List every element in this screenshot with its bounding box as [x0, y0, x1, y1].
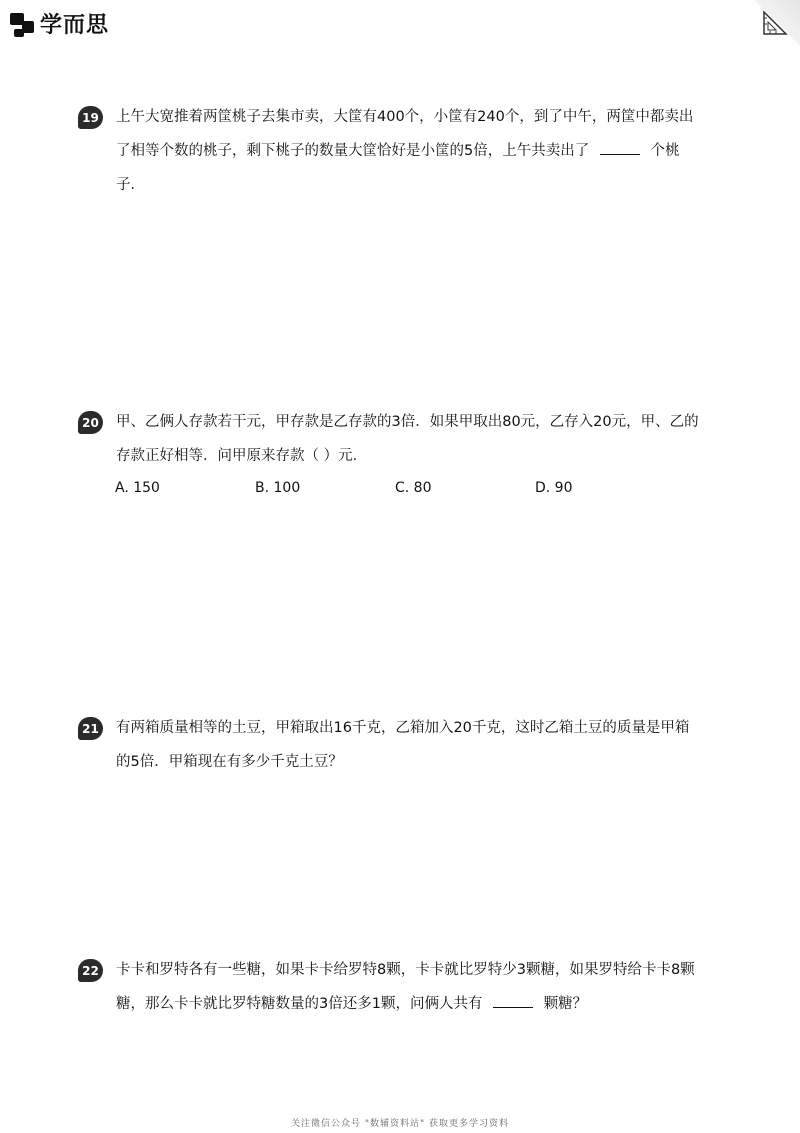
footer-note: 关注微信公众号 "数辅资料站" 获取更多学习资料 — [290, 1119, 509, 1129]
ruler-triangle-icon — [760, 8, 790, 38]
question-20 — [80, 405, 730, 473]
question-text-line: 上午大宽推着两筐桃子去集市卖，大筐有400个，小筐有240个，到了中午，两筐中都卖出 — [116, 109, 694, 125]
question-number-badge: 19 — [78, 106, 103, 129]
option-a[interactable]: A. 150 — [115, 480, 160, 496]
answer-options — [115, 480, 675, 496]
question-text-line: 有两箱质量相等的土豆，甲箱取出16千克，乙箱加入20千克，这时乙箱土豆的质量是甲箱 — [116, 720, 690, 736]
question-number-badge: 20 — [78, 411, 103, 434]
question-text-line: 存款正好相等．问甲原来存款（ ）元． — [116, 448, 368, 464]
option-c[interactable]: C. 80 — [395, 480, 432, 496]
question-21 — [80, 711, 730, 779]
answer-blank[interactable] — [493, 993, 533, 1008]
question-text-line: 卡卡和罗特各有一些糖，如果卡卡给罗特8颗，卡卡就比罗特少3颗糖，如果罗特给卡卡8颗 — [116, 962, 695, 978]
question-19 — [80, 100, 730, 202]
question-text-fragment: 个桃 — [650, 143, 680, 159]
brand-logo — [8, 8, 109, 39]
question-text-line: 子． — [116, 177, 145, 193]
logo-text: 学而思 — [40, 13, 110, 38]
question-text-line: 的5倍．甲箱现在有多少千克土豆？ — [116, 754, 343, 770]
question-number-badge: 21 — [78, 717, 103, 740]
option-d[interactable]: D. 90 — [535, 480, 573, 496]
question-text-line: 甲、乙俩人存款若干元，甲存款是乙存款的3倍．如果甲取出80元，乙存入20元，甲、乙的 — [116, 414, 699, 430]
question-number-badge: 22 — [78, 959, 103, 982]
option-b[interactable]: B. 100 — [255, 480, 301, 496]
question-text-line: 了相等个数的桃子，剩下桃子的数量大筐恰好是小筐的5倍，上午共卖出了 — [116, 143, 590, 159]
question-22 — [80, 953, 730, 1021]
question-text-line: 糖，那么卡卡就比罗特糖数量的3倍还多1颗，问俩人共有 — [116, 996, 483, 1012]
logo-icon — [8, 9, 38, 39]
question-text-fragment: 颗糖？ — [543, 996, 588, 1012]
answer-blank[interactable] — [600, 140, 640, 155]
